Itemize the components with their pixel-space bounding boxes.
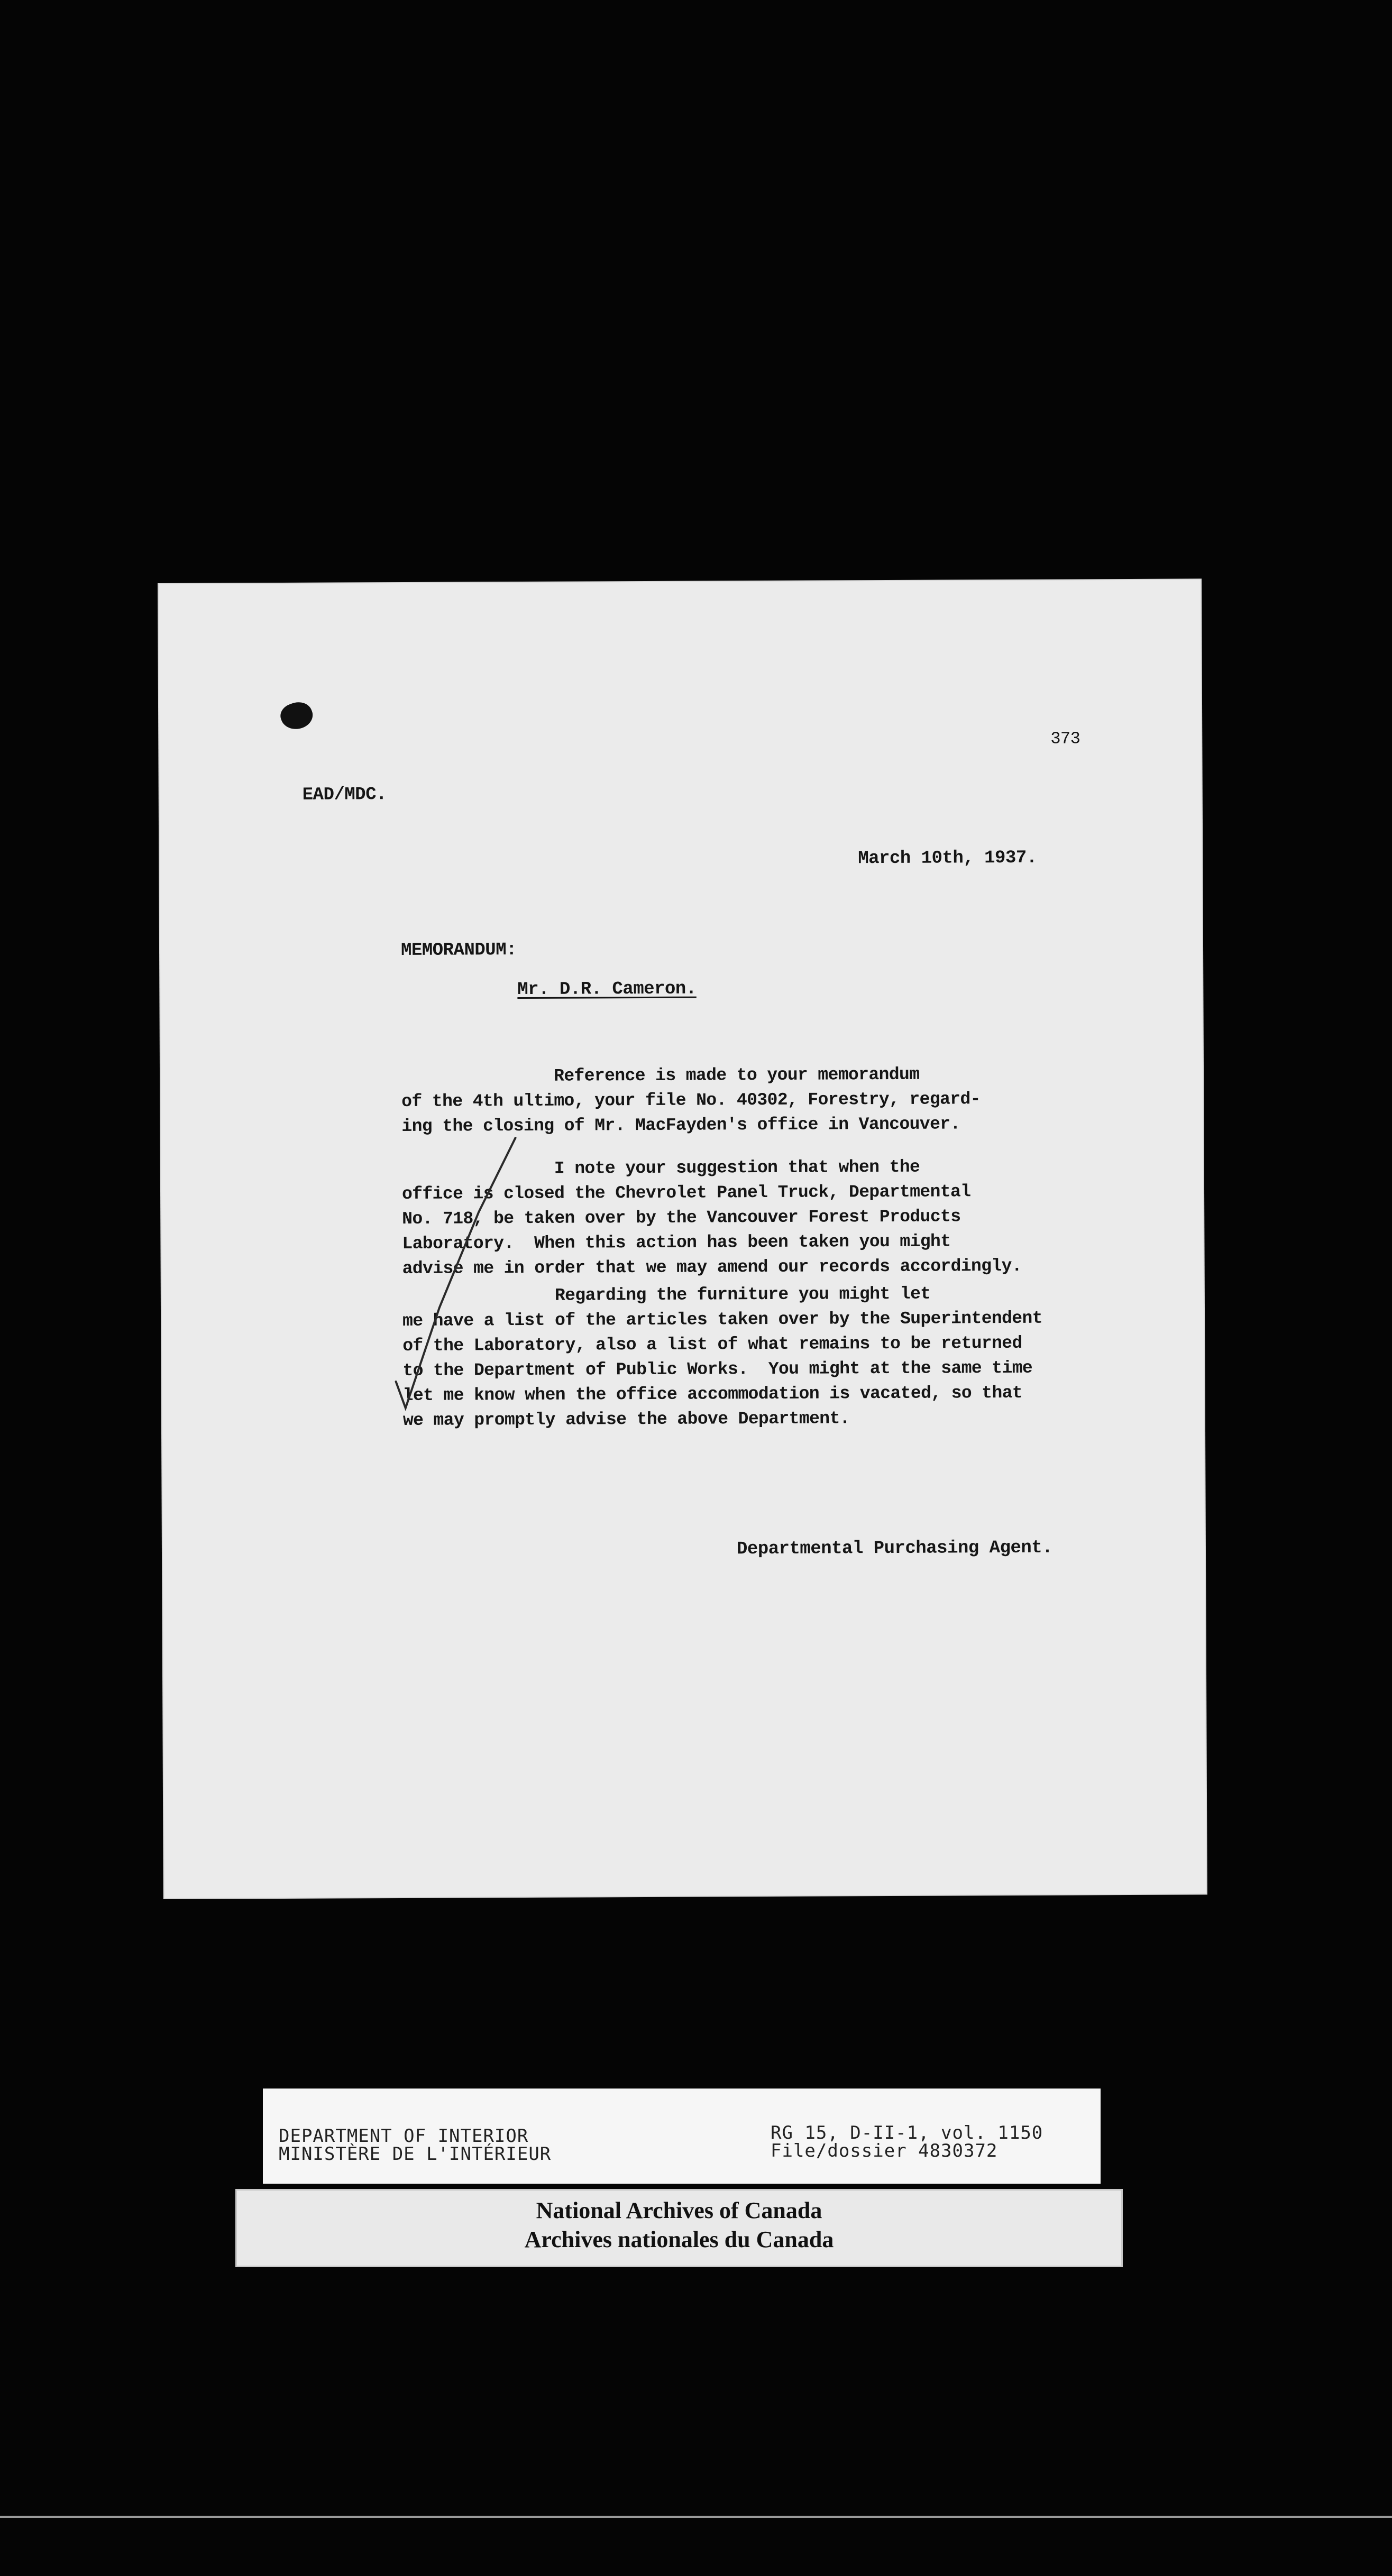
- reference-initials: EAD/MDC.: [302, 785, 387, 805]
- file-number: File/dossier 4830372: [771, 2140, 998, 2161]
- memo-date: March 10th, 1937.: [858, 848, 1037, 869]
- signature-title: Departmental Purchasing Agent.: [736, 1538, 1053, 1560]
- paragraph-furniture: Regarding the furniture you might let me have a list of the articles taken over by the Superintendent of the Laboratory, also a list of what remains to be returned to the Department of Public Works. You might at the same time let me know when the office accommodation is vacated, so that we may promptly advise the above Department.: [402, 1284, 1042, 1430]
- archives-name-french: Archives nationales du Canada: [524, 2227, 834, 2252]
- department-english: DEPARTMENT OF INTERIOR: [279, 2126, 529, 2147]
- archives-name-english: National Archives of Canada: [536, 2197, 822, 2223]
- archives-banner: [235, 2189, 1123, 2267]
- ink-blot: [277, 698, 316, 734]
- department-french: MINISTÈRE DE L'INTÉRIEUR: [279, 2143, 552, 2165]
- page-number: 373: [1050, 729, 1080, 749]
- memo-heading: MEMORANDUM:: [400, 940, 517, 961]
- memo-addressee: Mr. D.R. Cameron.: [517, 979, 697, 1000]
- paragraph-truck: I note your suggestion that when the office is closed the Chevrolet Panel Truck, Departmental No. 718, be taken over by the Vancouver Forest Products Laboratory. When this action has been taken you might advise me in order that we may amend our records accordingly.: [401, 1157, 1022, 1279]
- paragraph-reference: Reference is made to your memorandum of the 4th ultimo, your file No. 40302, Forestry, regard- ing the closing of Mr. MacFayden's office in Vancouver.: [401, 1064, 981, 1137]
- memorandum-page: [159, 579, 1206, 1898]
- film-edge-line: [0, 2516, 1392, 2518]
- archive-reference-label: [263, 2089, 1101, 2184]
- record-group: RG 15, D-II-1, vol. 1150: [771, 2122, 1043, 2143]
